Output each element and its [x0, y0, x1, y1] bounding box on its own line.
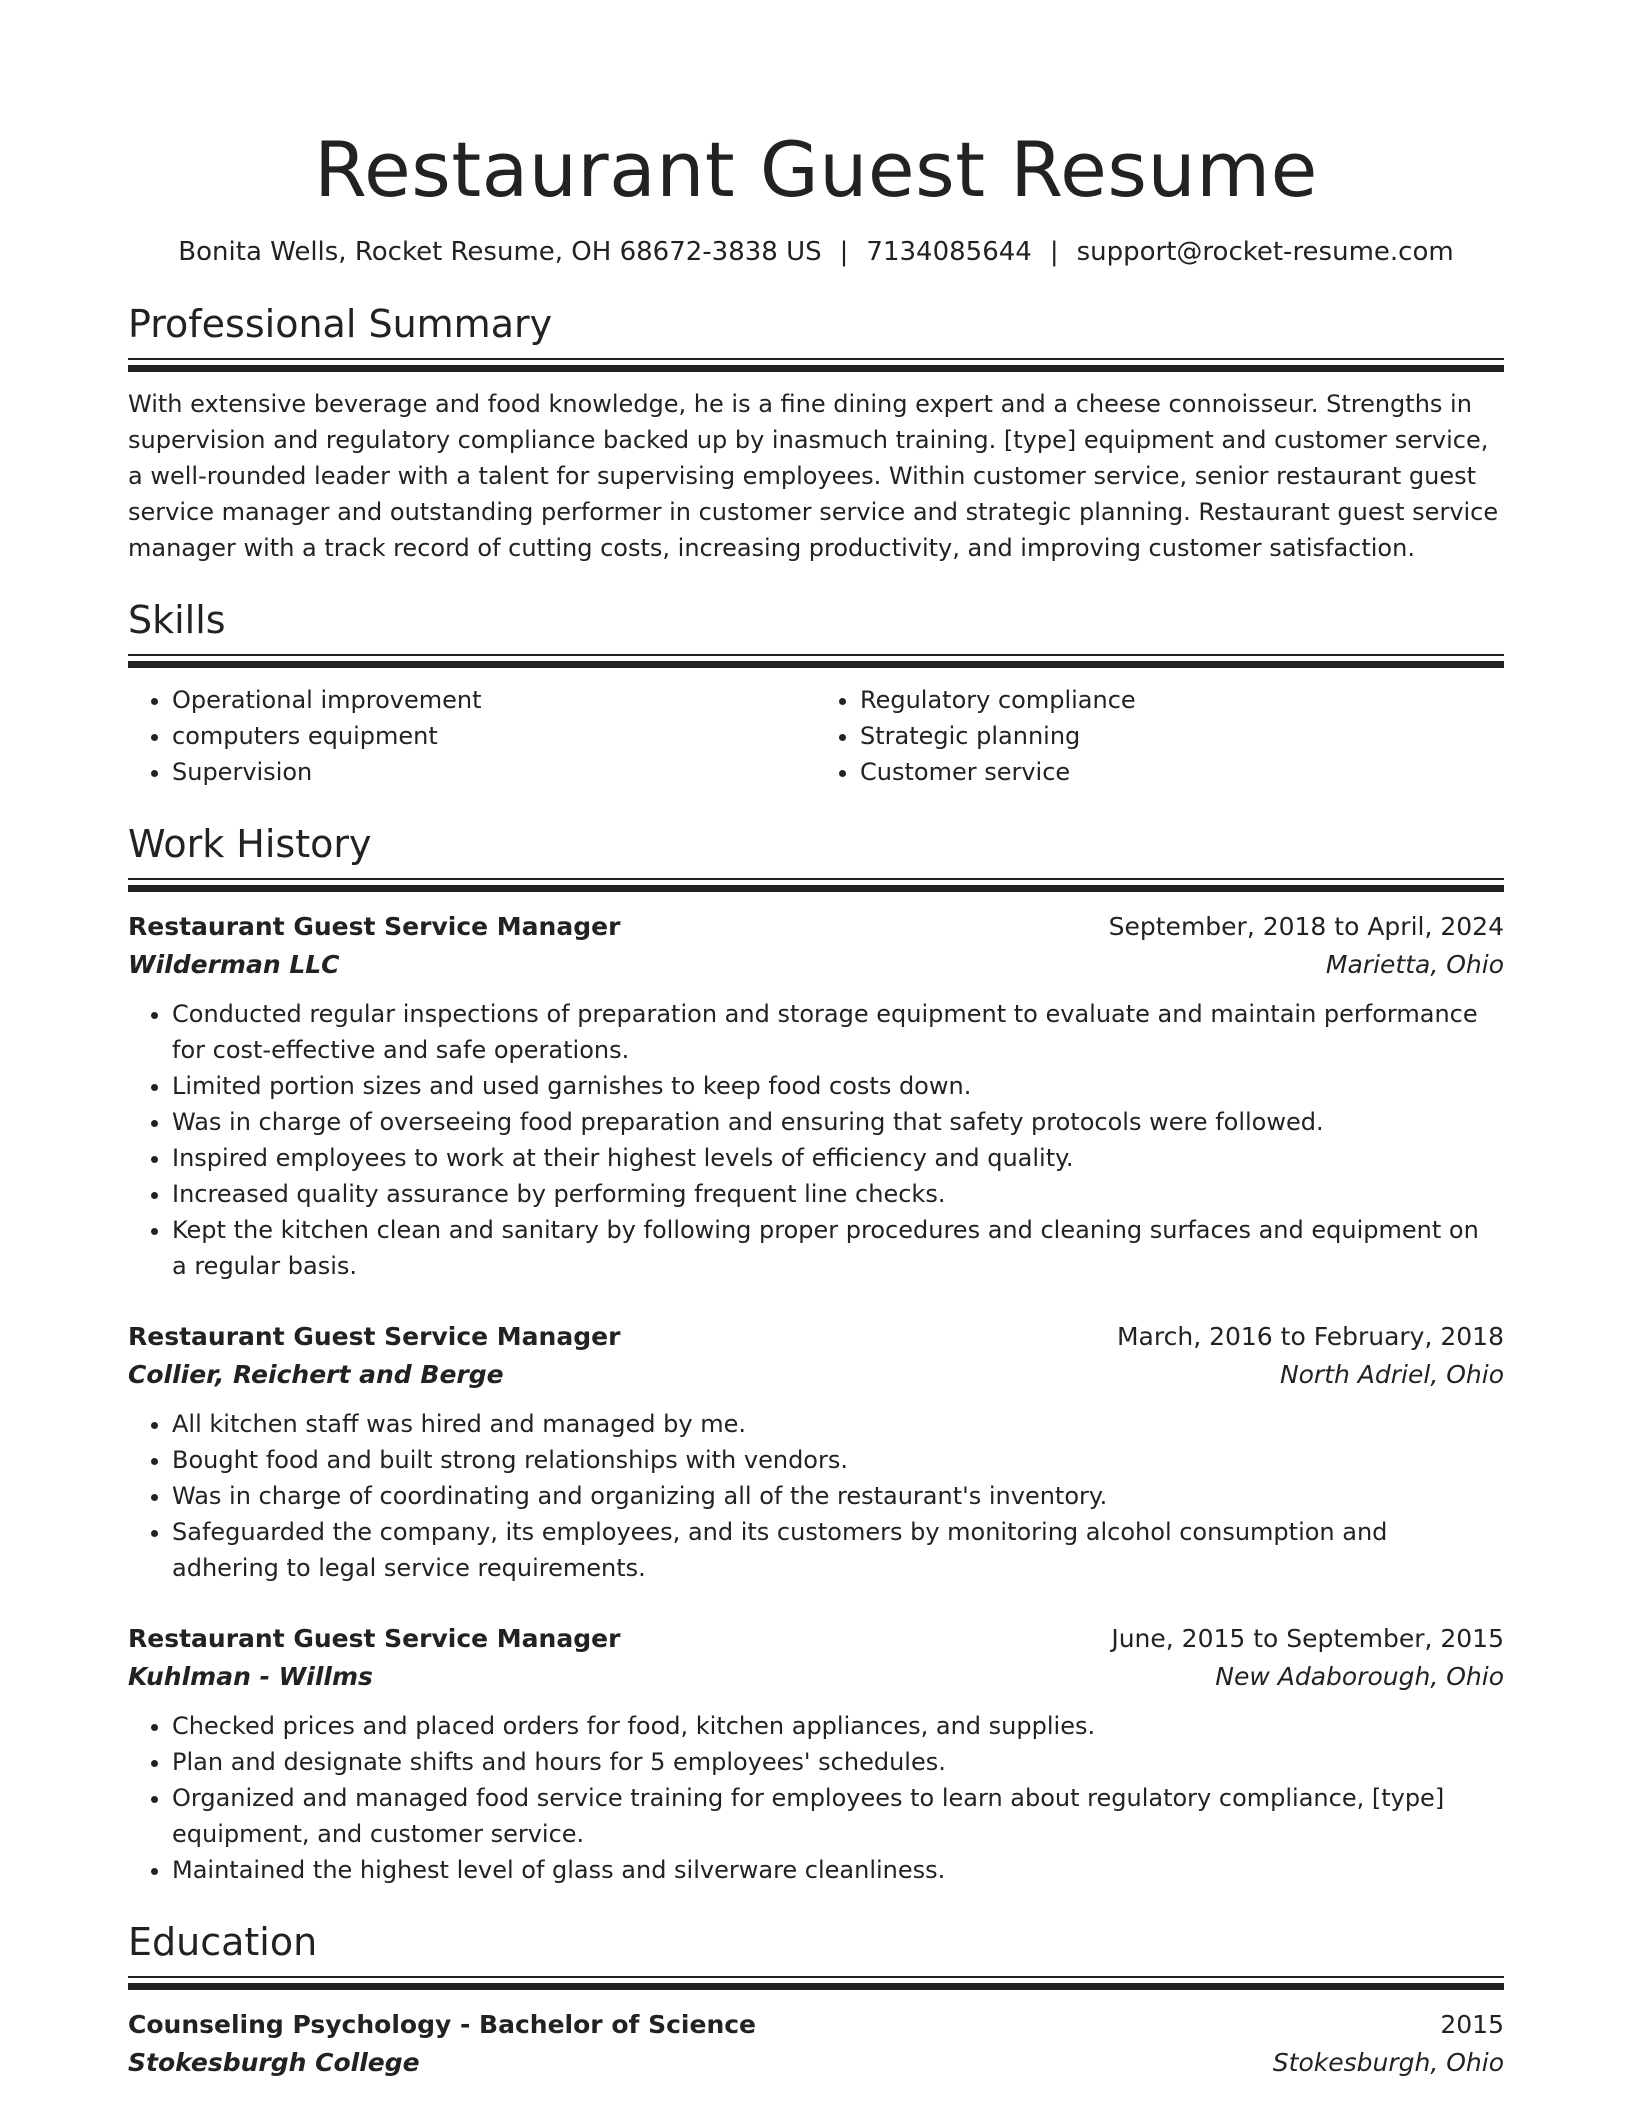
skills-column-right — [816, 682, 1504, 790]
job-title: Restaurant Guest Service Manager — [128, 1322, 621, 1351]
education-section — [128, 1918, 1504, 2082]
job-company-row — [128, 1658, 1504, 1696]
job-dates: June, 2015 to September, 2015 — [1111, 1624, 1504, 1653]
section-divider — [128, 878, 1504, 892]
job-bullet: • Checked prices and placed orders for food, kitchen appliances, and supplies. — [172, 1708, 1504, 1744]
job-dates: March, 2016 to February, 2018 — [1116, 1322, 1504, 1351]
skill-item: • computers equipment — [172, 718, 816, 754]
skill-item: • Strategic planning — [860, 718, 1504, 754]
job-dates: September, 2018 to April, 2024 — [1108, 912, 1504, 941]
job-title: Restaurant Guest Service Manager — [128, 1624, 621, 1653]
job-bullet: • Inspired employees to work at their highest levels of efficiency and quality. — [172, 1140, 1504, 1176]
job-location: New Adaborough, Ohio — [1215, 1662, 1504, 1691]
section-divider — [128, 654, 1504, 668]
job-bullet: • Increased quality assurance by performing frequent line checks. — [172, 1176, 1504, 1212]
job-bullet: • Maintained the highest level of glass and silverware cleanliness. — [172, 1852, 1504, 1888]
education-school-row — [128, 2044, 1504, 2082]
education-header-row — [128, 2006, 1504, 2044]
job-bullets — [128, 1406, 1504, 1586]
summary-text: With extensive beverage and food knowledge, he is a fine dining expert and a cheese connoisseur. Strengths in supervision and regulatory compliance backed up by inasmuch training. [type] equipment and customer service, a well-rounded leader with a talent for supervising employees. Within customer service, senior restaurant guest service manager and outstanding performer in customer service and strategic planning. Restaurant guest service manager with a track record of cutting costs, increasing productivity, and improving customer satisfaction. — [128, 390, 1499, 562]
section-divider — [128, 358, 1504, 372]
job-header-row — [128, 908, 1504, 946]
job-bullet: • Conducted regular inspections of preparation and storage equipment to evaluate and maintain performance for cost-effective and safe operations. — [172, 996, 1504, 1068]
education-location: Stokesburgh, Ohio — [1272, 2048, 1504, 2077]
job-entry — [128, 908, 1504, 1284]
education-school: Stokesburgh College — [128, 2048, 420, 2077]
job-location: North Adriel, Ohio — [1279, 1360, 1504, 1389]
job-bullet: • Kept the kitchen clean and sanitary by following proper procedures and cleaning surfaces and equipment on a regular basis. — [172, 1212, 1504, 1284]
job-company: Kuhlman - Willms — [128, 1662, 373, 1691]
skill-item: • Regulatory compliance — [860, 682, 1504, 718]
job-bullet: • All kitchen staff was hired and managed by me. — [172, 1406, 1504, 1442]
contact-email: support@rocket-resume.com — [1076, 237, 1454, 267]
contact-phone: 7134085644 — [866, 237, 1032, 267]
job-company-row — [128, 946, 1504, 984]
skill-item: • Customer service — [860, 754, 1504, 790]
job-bullet: • Organized and managed food service training for employees to learn about regulatory compliance, [type] equipment, and customer service. — [172, 1780, 1504, 1852]
job-bullet: • Plan and designate shifts and hours for 5 employees' schedules. — [172, 1744, 1504, 1780]
job-header-row — [128, 1318, 1504, 1356]
job-bullets — [128, 996, 1504, 1284]
job-company: Collier, Reichert and Berge — [128, 1360, 504, 1389]
job-header-row — [128, 1620, 1504, 1658]
contact-separator: | — [1049, 237, 1059, 267]
job-entry — [128, 1318, 1504, 1586]
job-company-row — [128, 1356, 1504, 1394]
skills-heading: Skills — [128, 598, 226, 642]
job-bullet: • Was in charge of overseeing food preparation and ensuring that safety protocols were followed. — [172, 1104, 1504, 1140]
job-location: Marietta, Ohio — [1325, 950, 1504, 979]
job-entry — [128, 1620, 1504, 1888]
skill-item: • Supervision — [172, 754, 816, 790]
job-company: Wilderman LLC — [128, 950, 340, 979]
contact-line — [128, 234, 1504, 270]
work-section — [128, 820, 1504, 1888]
skills-column-left — [128, 682, 816, 790]
job-bullet: • Safeguarded the company, its employees, and its customers by monitoring alcohol consumption and adhering to legal service requirements. — [172, 1514, 1504, 1586]
job-bullet: • Bought food and built strong relationships with vendors. — [172, 1442, 1504, 1478]
summary-section — [128, 300, 1504, 566]
skills-section — [128, 596, 1504, 790]
job-bullets — [128, 1708, 1504, 1888]
section-divider — [128, 1976, 1504, 1990]
job-bullet: • Was in charge of coordinating and organizing all of the restaurant's inventory. — [172, 1478, 1504, 1514]
resume-title: Restaurant Guest Resume — [314, 125, 1318, 214]
contact-address: Bonita Wells, Rocket Resume, OH 68672-3838 US — [178, 237, 822, 267]
skills-list — [128, 682, 1504, 790]
skill-item: • Operational improvement — [172, 682, 816, 718]
job-bullet: • Limited portion sizes and used garnishes to keep food costs down. — [172, 1068, 1504, 1104]
job-title: Restaurant Guest Service Manager — [128, 912, 621, 941]
education-year: 2015 — [1440, 2010, 1504, 2039]
education-entry — [128, 2006, 1504, 2082]
contact-separator: | — [839, 237, 849, 267]
summary-heading: Professional Summary — [128, 302, 553, 346]
resume-page — [128, 0, 1504, 2082]
education-degree: Counseling Psychology - Bachelor of Science — [128, 2010, 757, 2039]
work-heading: Work History — [128, 822, 372, 866]
education-heading: Education — [128, 1920, 318, 1964]
